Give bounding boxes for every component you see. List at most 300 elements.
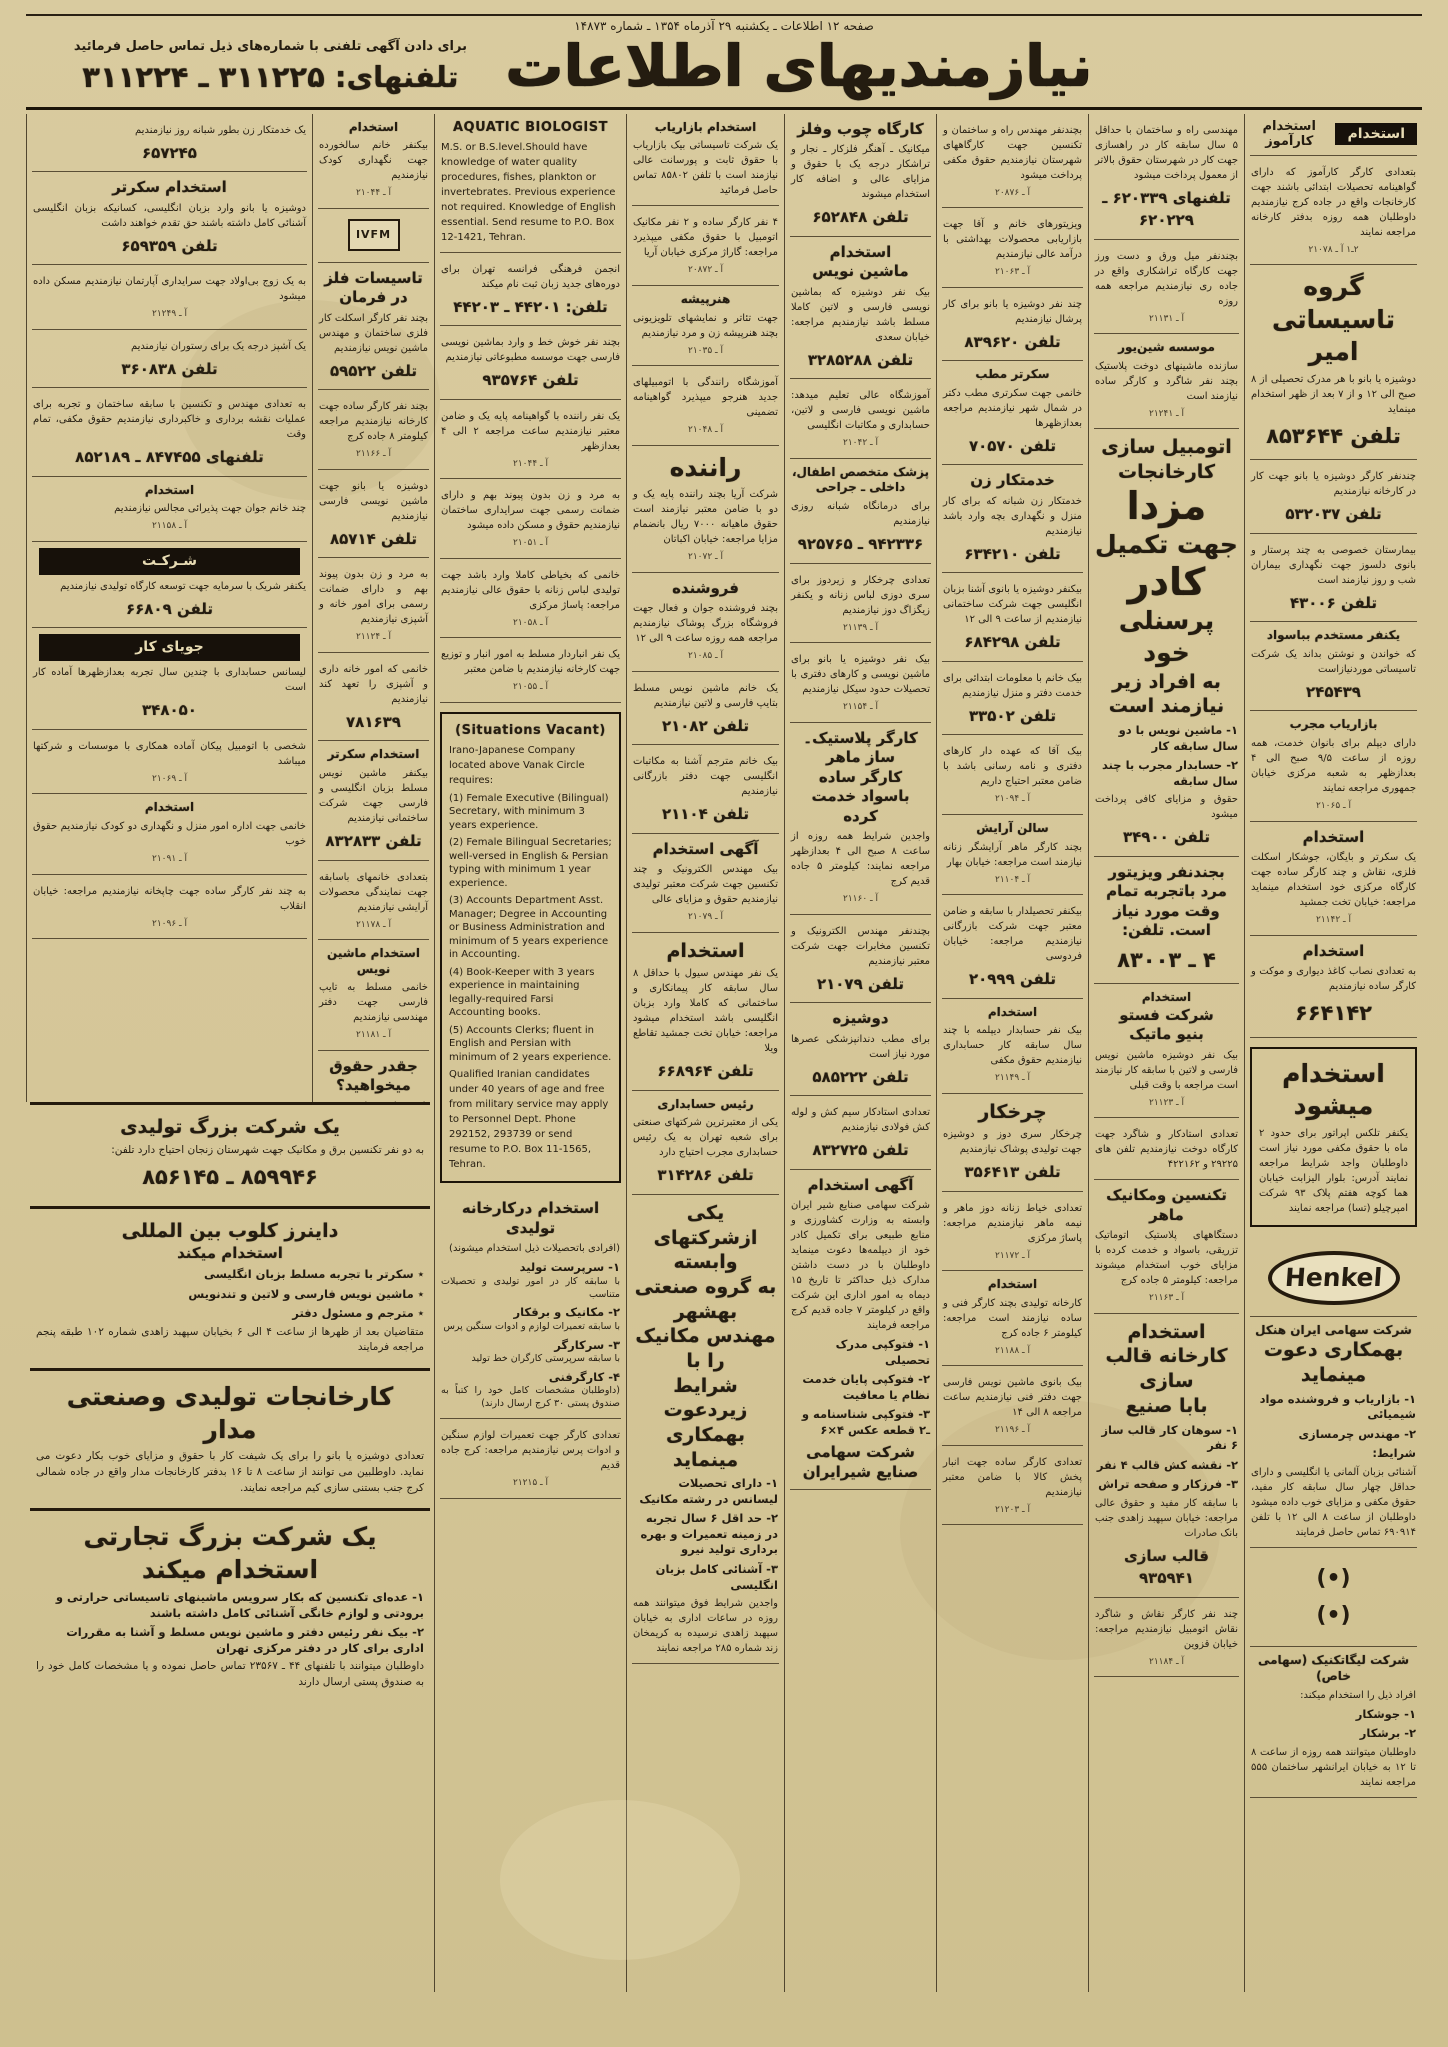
- ad-title: راننده: [669, 452, 742, 482]
- ad-block: [790, 1096, 931, 1170]
- ad-title: بنیو ماتیک: [1129, 1025, 1204, 1044]
- ad-item: (3) Accounts Department Asst. Manager; Degree in Accounting or Business Administration and minimum of 5 years experience in Accounting.: [449, 895, 609, 961]
- ad-body: دوشیزه یا بانو جهت ماشین نویسی فارسی نیازمندیم: [319, 480, 428, 522]
- ad-block: [30, 1368, 430, 1508]
- ad-body: داوطلبان میتوانند با تلفنهای ۴۴ ـ ۲۳۵۶۷ تماس حاصل نموده و یا مشخصات کامل خود را به صندوق پستی ارسال دارند: [36, 1660, 425, 1689]
- ad-phone: تلفن ۵۸۵۲۲۲: [812, 1067, 909, 1086]
- ad-title: استخدام کارآموز: [1262, 118, 1316, 149]
- ad-ref: آ ـ ۲۱۱۰۴: [994, 874, 1031, 885]
- ad-block: [318, 1051, 429, 1102]
- ad-title: میخواهید؟: [336, 1076, 411, 1095]
- ad-phone: تلفن ۲۰۹۹۹: [968, 970, 1057, 989]
- ad-ref: آ ـ ۲۰۸۷۲: [687, 265, 724, 276]
- ad-body: چندنفر کارگر دوشیزه یا بانو جهت کار در کارخانه نیازمندیم: [1251, 471, 1416, 498]
- ad-block: [942, 662, 1083, 736]
- ad-block: [632, 114, 779, 207]
- ad-title: شرکت سهامی ایران هنکل: [1255, 1322, 1412, 1337]
- ad-item: ۳- فرزکار و صفحه تراش: [1098, 1477, 1238, 1492]
- ad-block: [440, 326, 621, 400]
- ad-block: [318, 861, 429, 941]
- ad-body: شرکت آریا بچند راننده پایه یک و دو با ضامن معتبر نیازمند است حقوق ماهیانه ۷۰۰۰ ریال بانضمام مزایا مراجعه: خیابان اکباتان: [633, 489, 778, 546]
- ad-phone: ۲۴۵۴۳۹: [1306, 682, 1361, 701]
- ad-title: استخدام: [666, 939, 745, 962]
- ad-body: یک نفر راننده با گواهینامه پایه یک و ضامن معتبر نیازمندیم ساعت مراجعه ۲ الی ۴ بعدازظهر: [441, 410, 620, 452]
- ad-block: [440, 400, 621, 480]
- ad-block: [1094, 1314, 1239, 1598]
- ad-phone: تلفن ۸۵۳۶۴۴: [1266, 423, 1401, 448]
- ad-block: [1250, 1047, 1417, 1227]
- ad-body: به تعدادی مهندس و تکنسین با سابقه ساختمان و تجربه برای عملیات نقشه برداری و خاکبرداری نیازمندیم حقوق مکفی، تمام وقت: [33, 399, 306, 441]
- ad-ref: آ ـ ۲۱۰۹۴: [994, 794, 1031, 805]
- ad-block: [790, 564, 931, 644]
- ad-body: به مرد و زن بدون پیوند بهم و دارای ضمانت رسمی برای امور خانه و آشپزی نیازمندیم: [319, 569, 428, 626]
- ad-body: که خواندن و نوشتن بداند یک شرکت تاسیساتی موردنیازاست: [1251, 648, 1416, 675]
- ad-body: بچند نفر خوش خط و وارد بماشین نویسی فارسی جهت موسسه مطبوعاتی نیازمندیم: [441, 337, 620, 364]
- ad-title: دوشیزه: [832, 1009, 889, 1028]
- ad-phone: ۷۸۱۶۳۹: [346, 712, 401, 731]
- ad-body: یکنفر تلکس اپراتور برای حدود ۲ ماه با حقوق مکفی مورد نیاز است داوطلبان واجد شرایط مراجعه نمایند آدرس: بلوار الیزابت خیابان هما کوچه هفتم پلاک ۹۳ شرکت امپرچیلو (تسا) مراجعه نمایند: [1259, 1127, 1408, 1214]
- ad-block: [942, 735, 1083, 815]
- ad-phone: ۴ ـ ۸۳۰۰۳: [1117, 947, 1216, 972]
- ad-ref: آ ـ ۲۱۰۶۵: [1315, 801, 1352, 812]
- ad-block: [1094, 429, 1239, 856]
- ad-phone: تلفن ۶۵۹۳۵۹: [121, 236, 218, 255]
- ad-title: استخدام: [144, 800, 195, 815]
- ad-phone: ۶۵۷۲۴۵: [142, 143, 197, 162]
- ad-block: [318, 263, 429, 391]
- ad-body: دوشیزه یا بانو وارد بزبان انگلیسی، کسانیکه بزبان انگلیسی آشنائی کامل داشته باشند حق تقدم خواهند داشت: [33, 202, 306, 229]
- phones-label: تلفنهای:: [334, 59, 459, 94]
- ad-title: میشود: [1293, 1091, 1374, 1121]
- ad-phone: تلفن ۳۴۹۰۰: [1122, 828, 1211, 847]
- ad-ref: آ ـ ۲۱۱۶۶: [355, 449, 392, 460]
- ad-body: برای درمانگاه شبانه روزی نیازمندیم: [791, 501, 930, 528]
- ad-block: [1250, 622, 1417, 711]
- ad-ref: آ ـ ۲۱۱۲۴: [355, 632, 392, 643]
- ad-body: بیک مهندس الکترونیک و چند تکنسین جهت شرکت معتبر تولیدی نیازمندیم حقوق و مزایای عالی: [633, 864, 778, 906]
- ad-body: داوطلبان میتوانند همه روزه از ساعت ۸ تا ۱۲ به خیابان ایرانشهر ساختمان ۵۵۵ مراجعه نمایند: [1251, 1746, 1416, 1788]
- ad-body: شرکت سهامی صنایع شیر ایران وابسته به وزارت کشاورزی و منابع طبیعی برای تکمیل کادر خود از دیپلمه‌ها دعوت مینماید داوطلبان با در دست داشتن مدارک ذیل حداکثر تا تاریخ ۱۵ دیماه به امور اداری این شرکت واقع در کیلومتر ۷ جاده قدیم کرج مراجعه فرمایند: [791, 1200, 930, 1332]
- ad-ref: آ ـ ۲۱۱۷۸: [355, 919, 392, 930]
- ad-body: دارای دیپلم برای بانوان خدمت، همه روزه از ساعت ۹/۵ صبح الی ۴ بعدازظهر به شعبه مرکزی خیابان جمهوری مراجعه نمایند: [1251, 738, 1416, 795]
- ad-block: [632, 1195, 779, 1664]
- ad-footer: شرکت سهامی صنایع شیرایران: [802, 1443, 919, 1481]
- ad-phone: تلفن ۸۵۷۱۴: [329, 529, 418, 548]
- ad-block: [32, 388, 307, 477]
- ad-block: [942, 465, 1083, 573]
- ad-phone: تلفن ۳۲۸۵۲۸۸: [807, 350, 914, 369]
- ad-title: AQUATIC BIOLOGIST: [453, 119, 608, 135]
- ad-block: [440, 479, 621, 559]
- ad-body: با سابقه کار مفید و حقوق عالی مراجعه: خیابان سپهبد زاهدی جنب بانک صادرات: [1095, 1497, 1238, 1539]
- ad-body: خانمی جهت اداره امور منزل و نگهداری دو کودک نیازمندیم حقوق خوب: [33, 821, 306, 848]
- ad-body: Qualified Iranian candidates under 40 years of age and free from military service may apply to Personnel Dept. Phone 292152, 293739 or send resume to P.O. Box 11-1565, Tehran.: [449, 1069, 609, 1171]
- ad-ref: آ ـ ۲۱۱۵۴: [842, 702, 879, 713]
- ad-block: [440, 1419, 621, 1499]
- ad-body: چند خانم جوان جهت پذیرائی مجالس نیازمندیم: [114, 503, 306, 515]
- ad-block: [32, 330, 307, 389]
- phones-value: ۳۱۱۲۲۵ ـ ۳۱۱۲۲۴: [82, 59, 325, 94]
- ad-body: شخصی با اتومبیل پیکان آماده همکاری با موسسات و شرکتها میباشد: [33, 740, 306, 767]
- ad-item: ۴- کارگرفنی (داوطلبان مشخصات کامل خود را کتباً به صندوق پستی ۳۰ کرج ارسال دارند): [441, 1369, 620, 1410]
- ad-block: [632, 745, 779, 834]
- ad-body: تعدادی استادکار سیم کش و لوله کش فولادی نیازمندیم: [791, 1107, 930, 1134]
- ad-block: [942, 1192, 1083, 1272]
- ad-item: ۱- عده‌ای تکنسین که بکار سرویس ماشینهای تاسیساتی حرارتی و برودتی و لوازم خانگی آشنائی کامل داشته باشند: [55, 1590, 424, 1620]
- ad-title: یکنفر مستخدم بباسواد: [1266, 628, 1401, 643]
- ad-phone: تلفن ۲۱۰۸۲: [661, 716, 750, 735]
- ad-title: استخدام: [829, 242, 892, 261]
- ad-body: میکانیک ـ آهنگر فلزکار ـ نجار و تراشکار درجه یک با حقوق و مزایای عالی و اضافه کار استخدام میشوند: [791, 144, 930, 201]
- ad-ref: آ ـ ۲۱۱۷۲: [994, 1250, 1031, 1261]
- dot-glyph: (•): [1316, 1565, 1351, 1591]
- ad-phone: تلفنهای ۶۲۰۳۳۹ ـ ۶۲۰۲۲۹: [1102, 188, 1231, 230]
- ad-title: بابا صنیع: [1125, 1394, 1208, 1417]
- ad-ref: آ ـ ۲۱۰۸۵: [687, 651, 724, 662]
- page-meta: صفحه ۱۲ اطلاعات ـ یکشنبه ۲۹ آذرماه ۱۳۵۴ ـ شماره ۱۴۸۷۳: [574, 19, 874, 33]
- ad-body: افراد ذیل را استخدام میکند:: [1300, 1689, 1416, 1701]
- ad-body: بچند فروشنده جوان و فعال جهت فروشگاه بزرگ پوشاک نیازمندیم مراجعه همه روزه ساعت ۹ الی ۱۲: [633, 603, 778, 645]
- ad-phone: تلفن ۶۸۴۲۹۸: [964, 633, 1061, 652]
- ad-body: بتعدادی کارگر کارآموز که دارای گواهینامه تحصیلات ابتدائی باشند جهت کارخانجات واقع در جاده کرج نیازمندیم داوطلبان همه روزه بدفتر کارخانه مراجعه نمایند: [1251, 166, 1416, 238]
- ad-ref: آ ـ ۲۱۰۵۵: [512, 682, 549, 693]
- ad-item: ۱- دارای تحصیلات لیسانس در رشته مکانیک: [639, 1476, 778, 1506]
- ad-title: استخدام میکند: [177, 1243, 283, 1262]
- ad-title: استخدام: [1282, 1058, 1385, 1088]
- ad-block: [942, 1446, 1083, 1526]
- phone-note: برای دادن آگهی تلفنی با شماره‌های ذیل تماس حاصل فرمائید: [73, 38, 467, 54]
- ad-body: چرخکار سری دوز و دوشیزه جهت تولیدی پوشاک نیازمندیم: [943, 1129, 1082, 1156]
- ad-title: تاسیساتی: [1271, 304, 1396, 334]
- ad-ref: آ ـ ۲۱۰۷۹: [687, 912, 724, 923]
- ad-phone: تلفن ۳۶۰۸۳۸: [121, 359, 218, 378]
- ad-body: واجدین شرایط فوق میتوانند همه روزه در ساعات اداری به خیابان سپهبد زاهدی نرسیده به کریمخان زند شماره ۲۸۵ مراجعه نمایند: [633, 1598, 778, 1655]
- institute-logo: IVFM: [348, 219, 400, 251]
- ad-block: [1250, 822, 1417, 936]
- ad-phone: تلفن ۶۵۲۸۴۸: [812, 208, 909, 227]
- ad-phone: تلفن ۶۶۸۹۶۴: [657, 1062, 754, 1081]
- phone-numbers: [36, 60, 505, 94]
- ad-block: [632, 573, 779, 672]
- ad-body: (افرادی باتحصیلات ذیل استخدام میشوند): [449, 1243, 620, 1255]
- ad-block: [790, 643, 931, 723]
- ad-title: استخدام: [144, 482, 195, 497]
- ad-item: ۲- فتوکپی پایان خدمت نظام یا معافیت: [802, 1372, 930, 1402]
- ad-title: جقدر حقوق: [329, 1056, 418, 1075]
- ad-body: بیک بانوی ماشین نویس فارسی جهت دفتر فنی نیازمندیم ساعت مراجعه ۸ الی ۱۴: [943, 1377, 1082, 1419]
- ad-title: سکرتر مطب: [975, 367, 1050, 382]
- ad-title: استخدام سکرتر: [327, 747, 420, 762]
- ad-ref: آ ـ ۲۱۰۶۹: [151, 773, 188, 784]
- ad-block: [790, 459, 931, 564]
- ad-phone: تلفن ۶۳۴۲۱۰: [964, 544, 1061, 563]
- ad-body: تعدادی استادکار و شاگرد جهت کارگاه دوخت نیازمندیم تلفن های ۲۹۲۲۵ و ۴۲۲۱۶۲: [1095, 1129, 1238, 1171]
- ad-title: کارگاه چوب وفلز: [797, 119, 924, 138]
- ad-item-detail: با سابقه کار در امور تولیدی و تحصیلات متناسب: [441, 1275, 620, 1300]
- ad-block: [30, 1206, 430, 1368]
- ad-title: مرد باتجربه تمام: [1106, 882, 1227, 901]
- ad-body: یک آشپز درجه یک برای رستوران نیازمندیم: [130, 340, 306, 352]
- ad-body: بچندنفر میل ورق و دست ورز جهت کارگاه تراشکاری واقع در جاده ری نیازمندیم مراجعه همه روزه: [1095, 250, 1238, 307]
- ad-block: [1094, 240, 1239, 335]
- ad-item: (4) Book-Keeper with 3 years experience in maintaining legally-required Farsi Accounting books.: [449, 966, 595, 1019]
- ad-block: [790, 1003, 931, 1096]
- column-col-4: [784, 114, 936, 1992]
- ad-ref: آ ـ ۲۱۱۸۱: [355, 1030, 392, 1041]
- ad-body: یکی از معتبرترین شرکتهای صنعتی برای شعبه تهران به یک رئیس حسابداری مجرب احتیاج دارد: [633, 1117, 778, 1159]
- ad-title: به گروه صنعتی بهشهر: [634, 1275, 777, 1323]
- ad-ref: آ ـ ۲۱۱۹۶: [994, 1425, 1031, 1436]
- ad-block: [1250, 156, 1417, 266]
- ad-title: تکنسین ومکانیک: [1106, 1186, 1227, 1205]
- ad-title: یک شرکت بزرگ تجارتی: [83, 1522, 377, 1552]
- ad-body: دستگاههای پلاستیک اتوماتیک تزریقی، باسواد و خدمت کرده با مزایای خوب استخدام میشوند مراجعه: کیلومتر ۵ جاده کرج: [1095, 1230, 1238, 1287]
- ad-block: [942, 573, 1083, 662]
- ad-ref: ۲ـ۱ آ ـ ۲۱۰۷۸: [1308, 244, 1359, 255]
- ad-ref: آ ـ ۲۱۱۵۸: [151, 521, 188, 532]
- ad-title: استخدام: [987, 1277, 1038, 1292]
- ad-body: بچند نفر کارگر اسکلت کار فلزی ساختمان و مهندس ماشین نویس نیازمندیم: [319, 312, 428, 354]
- ad-item: (1) Female Executive (Bilingual) Secretary, with minimum 3 years experience.: [449, 792, 609, 831]
- ad-title: گروه: [1303, 272, 1364, 302]
- ad-block: [1250, 711, 1417, 821]
- ad-ref: آ ـ ۲۱۲۱۵: [512, 1478, 549, 1489]
- ad-phone: ۳۴۸۰۵۰: [142, 701, 197, 720]
- ad-block: [790, 723, 931, 915]
- ad-block: [790, 1170, 931, 1491]
- ad-block: [790, 915, 931, 1004]
- ad-phone: تلفن ۲۱۱۰۴: [661, 805, 750, 824]
- ad-phone: تلفن ۸۳۹۶۲۰: [964, 332, 1061, 351]
- ad-title: داخلی ـ جراحی: [815, 480, 906, 495]
- ad-block: [1094, 984, 1239, 1118]
- ad-block: [318, 114, 429, 209]
- ad-body: بیمارستان خصوصی به چند پرستار و بانوی دلسوز جهت نگهداری بیماران شب و روز نیازمند است: [1251, 544, 1416, 586]
- ad-title: استخدام میکند: [141, 1554, 319, 1584]
- ad-body: جهت تئاتر و نمایشهای تلویزیونی بچند هنرپیشه زن و مرد نیازمندیم: [633, 312, 778, 339]
- ad-block: [1250, 1237, 1417, 1317]
- column-col-1: [1244, 114, 1422, 1992]
- ad-body: آموزشگاه رانندگی با اتومبیلهای جدید هنرجو میپذیرد گواهینامه تضمینی: [633, 377, 778, 419]
- ad-title: استخدام بازاریاب: [654, 119, 757, 134]
- ad-body: یک نفر مهندس سیول با حداقل ۸ سال سابقه کار پیمانکاری و ساختمانی که کاملا وارد بزبان انگلیسی باشد استخدام میشود مراجعه: خیابان تخت جمشید تقاطع ویلا: [633, 968, 778, 1055]
- ad-block: [440, 114, 621, 253]
- ad-item: (5) Accounts Clerks; fluent in English and Persian with minimum of 2 years experience.: [449, 1024, 612, 1063]
- left-region-bottom: [26, 1102, 434, 1992]
- ad-block: [32, 114, 307, 173]
- ad-phone: ۶۶۴۱۴۲: [1295, 1001, 1372, 1026]
- ad-ref: آ ـ ۲۱۰۵۸: [512, 617, 549, 628]
- ad-title: بهمکاری دعوت مینماید: [1263, 1339, 1404, 1386]
- ad-block: [1094, 114, 1239, 240]
- ad-block: [318, 390, 429, 470]
- ad-ref: آ ـ ۲۱۱۳۱: [1148, 313, 1185, 324]
- ad-title: کارخانه قالب: [1105, 1345, 1228, 1368]
- ad-title: خدمتکار زن: [970, 471, 1055, 490]
- ad-block: [32, 730, 307, 795]
- ad-item: ۳- سرکارگر با سابقه سرپرستی کارگران خط تولید: [441, 1338, 620, 1366]
- ad-title: استخدام: [1302, 827, 1365, 846]
- ad-ref: آ ـ ۲۱۱۸۴: [1148, 1656, 1185, 1667]
- ad-body: تعدادی خیاط زنانه دوز ماهر و نیمه ماهر نیازمندیم مراجعه: پاساژ مرکزی: [943, 1202, 1082, 1244]
- ad-ref: آ ـ ۲۱۰۴۴: [355, 188, 392, 199]
- ad-title: استخدام: [1302, 941, 1365, 960]
- ad-block: [318, 558, 429, 653]
- ad-phone: تلفن ۵۳۲۰۳۷: [1285, 505, 1382, 524]
- ad-title: استخدام: [1141, 990, 1192, 1005]
- masthead: [26, 34, 1422, 110]
- ad-item: ۲- مهندس چرمسازی: [1298, 1426, 1416, 1441]
- ad-phone: تلفن ۸۳۲۷۲۵: [812, 1141, 909, 1160]
- ad-body: مهندسی راه و ساختمان با حداقل ۵ سال سابقه کار در راهسازی جهت کار در شهرستان حقوق بالاتر از معمول پرداخت میشود: [1095, 124, 1238, 181]
- ad-block: [32, 172, 307, 265]
- ad-item-detail: با سابقه سرپرستی کارگران خط تولید: [471, 1353, 620, 1365]
- ad-body: تعدادی کارگر ساده جهت انبار پخش کالا با ضامن معتبر نیازمندیم: [943, 1456, 1082, 1498]
- ad-block: [318, 470, 429, 559]
- ad-block: [632, 933, 779, 1091]
- ad-block: [632, 672, 779, 746]
- ad-title: در فرمان: [339, 288, 408, 307]
- ad-body: برای مطب دندانپزشکی عصرها مورد نیاز است: [791, 1033, 930, 1060]
- ad-item: (2) Female Bilingual Secretaries; well-versed in English & Persian typing with minimum 1 year experience.: [449, 837, 612, 889]
- ad-body: بیک خانم مترجم آشنا به مکاتبات انگلیسی جهت دفتر بازرگانی نیازمندیم: [633, 756, 778, 798]
- classifieds-grid: [26, 114, 1422, 1992]
- ad-body: ۴ نفر کارگر ساده و ۲ نفر مکانیک اتومبیل با حقوق مکفی میپذیرد مراجعه: گاراژ مرکزی خیابان آریا: [633, 217, 778, 259]
- ad-title: است. تلفن:: [1122, 921, 1211, 940]
- ad-title: پزشک متخصص اطفال،: [791, 464, 930, 479]
- ad-block: [942, 288, 1083, 362]
- ad-ref: آ ـ ۲۱۰۶۳: [994, 267, 1031, 278]
- ad-body: تعدادی چرخکار و زیردوز برای سری دوزی لباس زنانه و یکنفر زیگزاگ دوز نیازمندیم: [791, 574, 930, 616]
- column-col-7: [312, 114, 434, 1102]
- ad-block: [942, 895, 1083, 999]
- ad-item: ۱- ماشین نویس با دو سال سابقه کار: [1118, 723, 1238, 753]
- ad-title: چرخکار: [978, 1100, 1047, 1123]
- ad-body: بچند نفر کارگر ساده جهت کارخانه نیازمندیم مراجعه کیلومتر ۸ جاده کرج: [319, 401, 428, 443]
- ad-title: جهت تکمیل: [1095, 529, 1238, 559]
- ad-body: به یک زوج بی‌اولاد جهت سرایداری آپارتمان نیازمندیم مسکن داده میشود: [33, 276, 306, 303]
- ad-block: [632, 1091, 779, 1195]
- ad-title: آگهی استخدام: [652, 839, 759, 858]
- column-col-8: [26, 114, 312, 1102]
- column-col-2: [1088, 114, 1244, 1992]
- ad-body: آموزشگاه عالی تعلیم میدهد: ماشین نویسی فارسی و لاتین، حسابداری و مکاتبات انگلیسی: [791, 390, 930, 432]
- ad-body: بیکنفر خانم سالخورده جهت نگهداری کودک نیازمندیم: [319, 140, 428, 182]
- ad-block: [30, 1102, 430, 1206]
- left-region: [26, 114, 434, 1992]
- ad-body: یک شرکت تاسیساتی بیک بازاریاب با حقوق ثابت و پورسانت عالی نیازمند است با تلفن ۸۵۸۰۲ تماس حاصل فرمائید: [633, 140, 778, 197]
- ad-body: خدمتکار زن شبانه که برای کار منزل و نگهداری بچه وارد باشد نیازمندیم: [943, 495, 1082, 537]
- ad-block: [942, 361, 1083, 465]
- ad-title: سالن آرایش: [976, 820, 1049, 835]
- ad-body: بیکنفر دوشیزه یا بانوی آشنا بزبان انگلیسی جهت شرکت ساختمانی نیازمندیم از ساعت ۹ الی ۱۲: [943, 584, 1082, 626]
- ad-body: بیک نفر حسابدار دیپلمه با چند سال سابقه کار حسابداری نیازمندیم حقوق مکفی: [943, 1025, 1082, 1067]
- ad-ref: آ ـ ۲۱۰۵۱: [512, 538, 549, 549]
- ad-phone: تلفن ۴۳۰۰۶: [1289, 593, 1378, 612]
- ad-title: موسسه شین‌یور: [1118, 340, 1215, 355]
- ad-body: تعدادی دوشیزه یا بانو را برای یک شیفت کار با حقوق و مزایای خوب بکار دعوت می نماید. داوطلبین می توانند از ساعت ۸ تا ۱۶ بدفتر کارخانجات مدار واقع در جاده شمالی کرج جنب بستنی سازی کیم مراجعه نمایند.: [36, 1450, 425, 1494]
- ad-body: ویزیتورهای خانم و آقا جهت بازاریابی محصولات بهداشتی با درآمد عالی نیازمندیم: [943, 219, 1082, 261]
- ad-item: ٭ مترجم و مسئول دفتر: [292, 1306, 424, 1321]
- ad-ref: آ ـ ۲۱۰۹۱: [151, 854, 188, 865]
- ad-block: [790, 237, 931, 380]
- ad-ref: آ ـ ۲۱۱۶۰: [842, 894, 879, 905]
- ad-item: ۲- برشکار: [1359, 1726, 1416, 1741]
- ad-body: خانمی مسلط به تایپ فارسی جهت دفتر مهندسی نیازمندیم: [319, 982, 428, 1024]
- ad-block: [440, 1193, 621, 1419]
- ad-title: کارگر ساده: [818, 767, 903, 786]
- ad-block: [632, 446, 779, 573]
- ad-block: [1250, 265, 1417, 460]
- ad-block: [32, 875, 307, 940]
- ad-phone: تلفن: ۴۴۲۰۱ ـ ۴۴۲۰۳: [453, 297, 608, 316]
- ad-block: [318, 741, 429, 860]
- ad-item-detail: با سابقه تعمیرات لوازم و ادوات سنگین پرس: [443, 1320, 620, 1332]
- decorative-dots: [1250, 1548, 1417, 1648]
- dot-glyph: (•): [1316, 1603, 1351, 1628]
- ad-block: [1094, 1180, 1239, 1314]
- left-region-top: [26, 114, 434, 1102]
- ad-title: استخدام سکرتر: [112, 178, 227, 197]
- ad-body: بیکنفر ماشین نویس مسلط بزبان انگلیسی و فارسی جهت شرکت ساختمانی نیازمندیم: [319, 768, 428, 825]
- ad-phone: تلفن ۳۳۵۰۲: [968, 706, 1057, 725]
- section-label: جویای کار: [39, 634, 300, 661]
- ad-ref: آ ـ ۲۱۱۴۲: [1315, 915, 1352, 926]
- ad-ref: آ ـ ۲۱۱۸۸: [994, 1345, 1031, 1356]
- ad-body: یک خانم ماشین نویس مسلط بتایپ فارسی و لاتین نیازمندیم: [633, 682, 778, 709]
- ad-block: [318, 940, 429, 1051]
- ad-title: بجندنفر ویزیتور: [1108, 862, 1225, 881]
- ad-block: [1250, 1647, 1417, 1797]
- ad-title: استخدام: [987, 1004, 1038, 1019]
- section-label: شـرکـت: [39, 548, 300, 575]
- ad-block: [942, 208, 1083, 288]
- ad-item: ۱- جوشکار: [1355, 1706, 1416, 1721]
- ad-block: [318, 653, 429, 742]
- ad-body: خانمی جهت سکرتری مطب دکتر در شمال شهر نیازمندیم مراجعه بعدازظهرها: [943, 387, 1082, 429]
- ad-body: آشنائی بزبان آلمانی یا انگلیسی و دارای حداقل چهار سال سابقه کار مفید، حقوق مکفی و مزایای خوب داده میشود داوطلبان از ساعت ۸ الی ۱۲ با تلفن ۶۹۰۹۱۴ تماس حاصل فرمایند: [1251, 1466, 1416, 1538]
- ad-title: کارخانجات تولیدی وصنعتی مدار: [66, 1382, 394, 1444]
- ad-block: [632, 834, 779, 933]
- ad-title: باسواد خدمت: [811, 787, 910, 806]
- ad-body: به مرد و زن بدون پیوند بهم و دارای ضمانت رسمی جهت سرایداری ساختمان نیازمندیم حقوق و مسکن داده میشود: [441, 490, 620, 532]
- newspaper-title: نیازمندیهای اطلاعات: [504, 32, 1092, 100]
- ad-title: استخدام ماشین نویس: [327, 946, 420, 976]
- ad-body: بیک آقا که عهده دار کارهای دفتری و نامه رسانی باشد با ضامن معتبر احتیاج داریم: [943, 746, 1082, 788]
- ad-block: [942, 1271, 1083, 1366]
- ad-body: بیک نفر دوشیزه یا بانو برای ماشین نویسی و کارهای دفتری با تحصیلات حدود سیکل نیازمندیم: [791, 654, 930, 696]
- ad-body: بچند کارگر ماهر آرایشگر زنانه نیازمند است مراجعه: خیابان بهار: [943, 841, 1082, 868]
- ad-phone: تلفنهای ۸۴۷۴۵۵ ـ ۸۵۲۱۸۹: [75, 448, 264, 467]
- ad-phone: ۸۵۹۹۴۶ ـ ۸۵۶۱۴۵: [142, 1165, 318, 1190]
- ad-title: بازاریاب مجرب: [1289, 717, 1378, 732]
- section-label: استخدام: [1335, 123, 1417, 145]
- ad-block: [32, 794, 307, 874]
- ad-body: M.S. or B.S.level.Should have knowledge of water quality procedures, fishes, plankton or invertebrates. Previous experience not required. Knowledge of English essential. Send resume to P.O. Box 12-1421, Tehran.: [441, 141, 616, 243]
- ad-ref: آ ـ ۲۱۰۳۵: [687, 345, 724, 356]
- ad-body: حقوق و مزایای کافی پرداخت میشود: [1095, 794, 1238, 821]
- ad-title: به افراد زیر: [1112, 670, 1221, 693]
- ad-block: [1094, 1118, 1239, 1180]
- ad-block: [790, 114, 931, 237]
- ad-title: ماهر: [1149, 1205, 1184, 1224]
- ad-title: یکی ازشرکتهای وابسته: [653, 1201, 758, 1274]
- ad-phone: تلفن ۲۱۰۷۹: [816, 974, 905, 993]
- ad-title: فروشنده: [672, 578, 739, 597]
- ad-title: نیازمند است: [1108, 695, 1225, 718]
- ad-body: به تعدادی نصاب کاغذ دیواری و موکت و کارگر ساده نیازمندیم: [1251, 966, 1416, 993]
- ad-phone: تلفن ۹۳۵۷۶۴: [482, 371, 579, 390]
